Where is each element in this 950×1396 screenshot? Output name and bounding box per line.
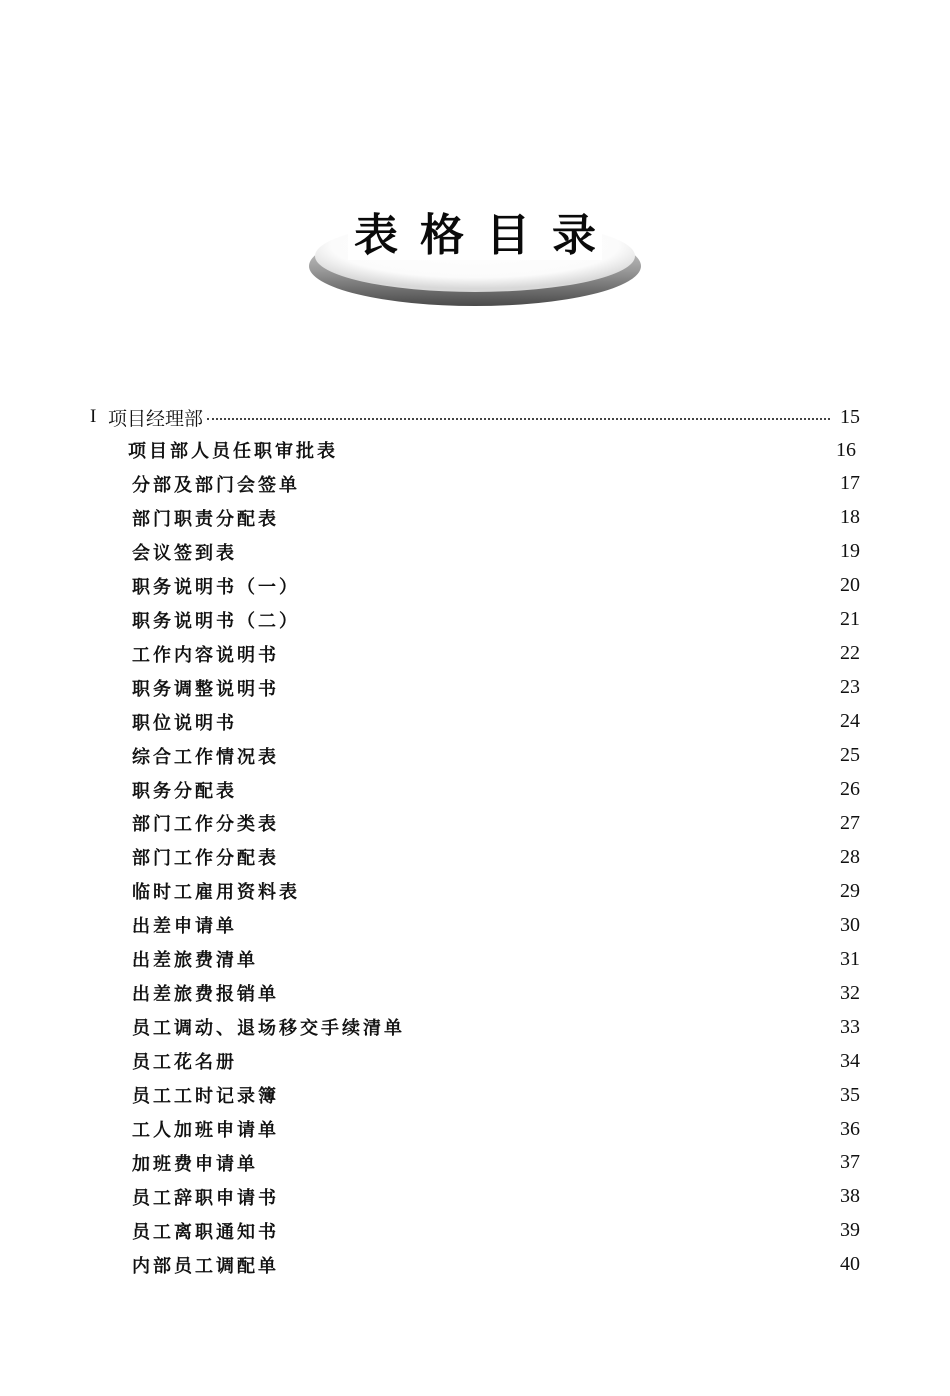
toc-entry-label: 员工调动、退场移交手续清单	[132, 1018, 405, 1040]
toc-entry[interactable]	[132, 671, 860, 705]
toc-entry-page-number: 35	[840, 1083, 860, 1106]
toc-entry-page-number: 32	[840, 981, 860, 1004]
dot-leader	[207, 418, 830, 420]
toc-entry[interactable]	[132, 840, 860, 874]
toc-entry-label: 员工辞职申请书	[132, 1187, 279, 1209]
toc-entry[interactable]	[132, 976, 860, 1010]
toc-entry-page-number: 31	[840, 947, 860, 970]
toc-entry[interactable]	[132, 773, 860, 807]
title-banner	[308, 196, 642, 314]
toc-entry-page-number: 16	[836, 438, 856, 461]
toc-entry[interactable]	[132, 1214, 860, 1248]
toc-entry-page-number: 39	[840, 1219, 860, 1242]
toc-entry[interactable]	[132, 806, 860, 840]
toc-entry[interactable]	[132, 874, 860, 908]
toc-entry[interactable]	[132, 501, 860, 535]
toc-entry-label: 职务调整说明书	[132, 678, 279, 700]
toc-entry[interactable]	[132, 1248, 860, 1282]
toc-entry-label: 会议签到表	[132, 542, 237, 564]
toc-entry-page-number: 18	[840, 506, 860, 529]
toc-entry-page-number: 17	[840, 472, 860, 495]
toc-entry-page-number: 26	[840, 778, 860, 800]
toc-entry-label: 工作内容说明书	[132, 644, 279, 666]
toc-entry-label: 职务说明书（二）	[132, 610, 300, 632]
toc-entry[interactable]	[132, 1146, 860, 1180]
toc-entry-label: 部门职责分配表	[132, 508, 279, 530]
toc-entry[interactable]	[132, 467, 860, 501]
toc-entry-label: 职务说明书（一）	[132, 576, 300, 598]
toc-entry-page-number: 33	[840, 1015, 860, 1038]
toc-entry[interactable]	[132, 705, 860, 739]
toc-entry-label: 出差申请单	[132, 916, 237, 938]
section-title: 项目经理部	[108, 407, 204, 430]
toc-entry-page-number: 34	[840, 1049, 860, 1072]
toc-entry-label: 部门工作分类表	[132, 814, 279, 836]
toc-entry-label: 部门工作分配表	[132, 848, 279, 870]
toc-entry-page-number: 21	[840, 608, 860, 631]
toc-entry-label: 临时工雇用资料表	[132, 882, 300, 904]
toc-entry[interactable]	[132, 1044, 860, 1078]
toc-entry-label: 员工花名册	[132, 1052, 237, 1074]
toc-entry-page-number: 19	[840, 540, 860, 563]
toc-entry-label: 项目部人员任职审批表	[128, 441, 338, 462]
toc-entry-page-number: 36	[840, 1117, 860, 1140]
toc-entry-page-number: 38	[840, 1185, 860, 1208]
toc-entry[interactable]	[132, 1010, 860, 1044]
toc-entry[interactable]	[132, 569, 860, 603]
toc-entry-label: 出差旅费清单	[132, 950, 258, 972]
toc-entry-page-number: 25	[840, 744, 860, 767]
toc-entry-page-number: 28	[840, 845, 860, 868]
toc-entry[interactable]	[132, 942, 860, 976]
toc-entry-label: 加班费申请单	[132, 1153, 258, 1175]
toc-entry-label: 员工工时记录簿	[132, 1086, 279, 1108]
section-page-number: 15	[840, 405, 860, 428]
toc-entry-page-number: 22	[840, 642, 860, 665]
toc-entry[interactable]	[132, 908, 860, 942]
toc-entry[interactable]	[132, 1078, 860, 1112]
toc-entry-label: 职位说明书	[132, 712, 237, 734]
toc-entry[interactable]	[132, 603, 860, 637]
toc-entry-label: 工人加班申请单	[132, 1120, 279, 1141]
page-title: 表格目录	[354, 210, 618, 261]
toc-entry-page-number: 20	[840, 574, 860, 597]
toc-entry-label: 综合工作情况表	[132, 746, 279, 768]
toc-entry[interactable]	[128, 433, 856, 467]
toc-entry-label: 员工离职通知书	[132, 1221, 279, 1243]
toc-entry-label: 内部员工调配单	[132, 1255, 279, 1277]
toc-section-row[interactable]	[90, 400, 860, 434]
toc-entry-page-number: 37	[840, 1151, 860, 1174]
toc-entry-label: 出差旅费报销单	[132, 984, 279, 1006]
toc-entry-page-number: 40	[840, 1253, 860, 1276]
toc-entry-page-number: 23	[840, 676, 860, 699]
toc-entry-page-number: 24	[840, 710, 860, 733]
toc-entry[interactable]	[132, 535, 860, 569]
section-number: I	[90, 406, 97, 427]
toc-entry-label: 分部及部门会签单	[132, 474, 300, 496]
toc-entry[interactable]	[132, 637, 860, 671]
toc-entry[interactable]	[132, 1180, 860, 1214]
toc-entry-label: 职务分配表	[132, 780, 237, 802]
toc-entry[interactable]	[132, 1112, 860, 1146]
toc-entry-page-number: 27	[840, 811, 860, 834]
toc-entry[interactable]	[132, 739, 860, 773]
toc-entry-page-number: 30	[840, 913, 860, 936]
toc-entry-page-number: 29	[840, 879, 860, 902]
